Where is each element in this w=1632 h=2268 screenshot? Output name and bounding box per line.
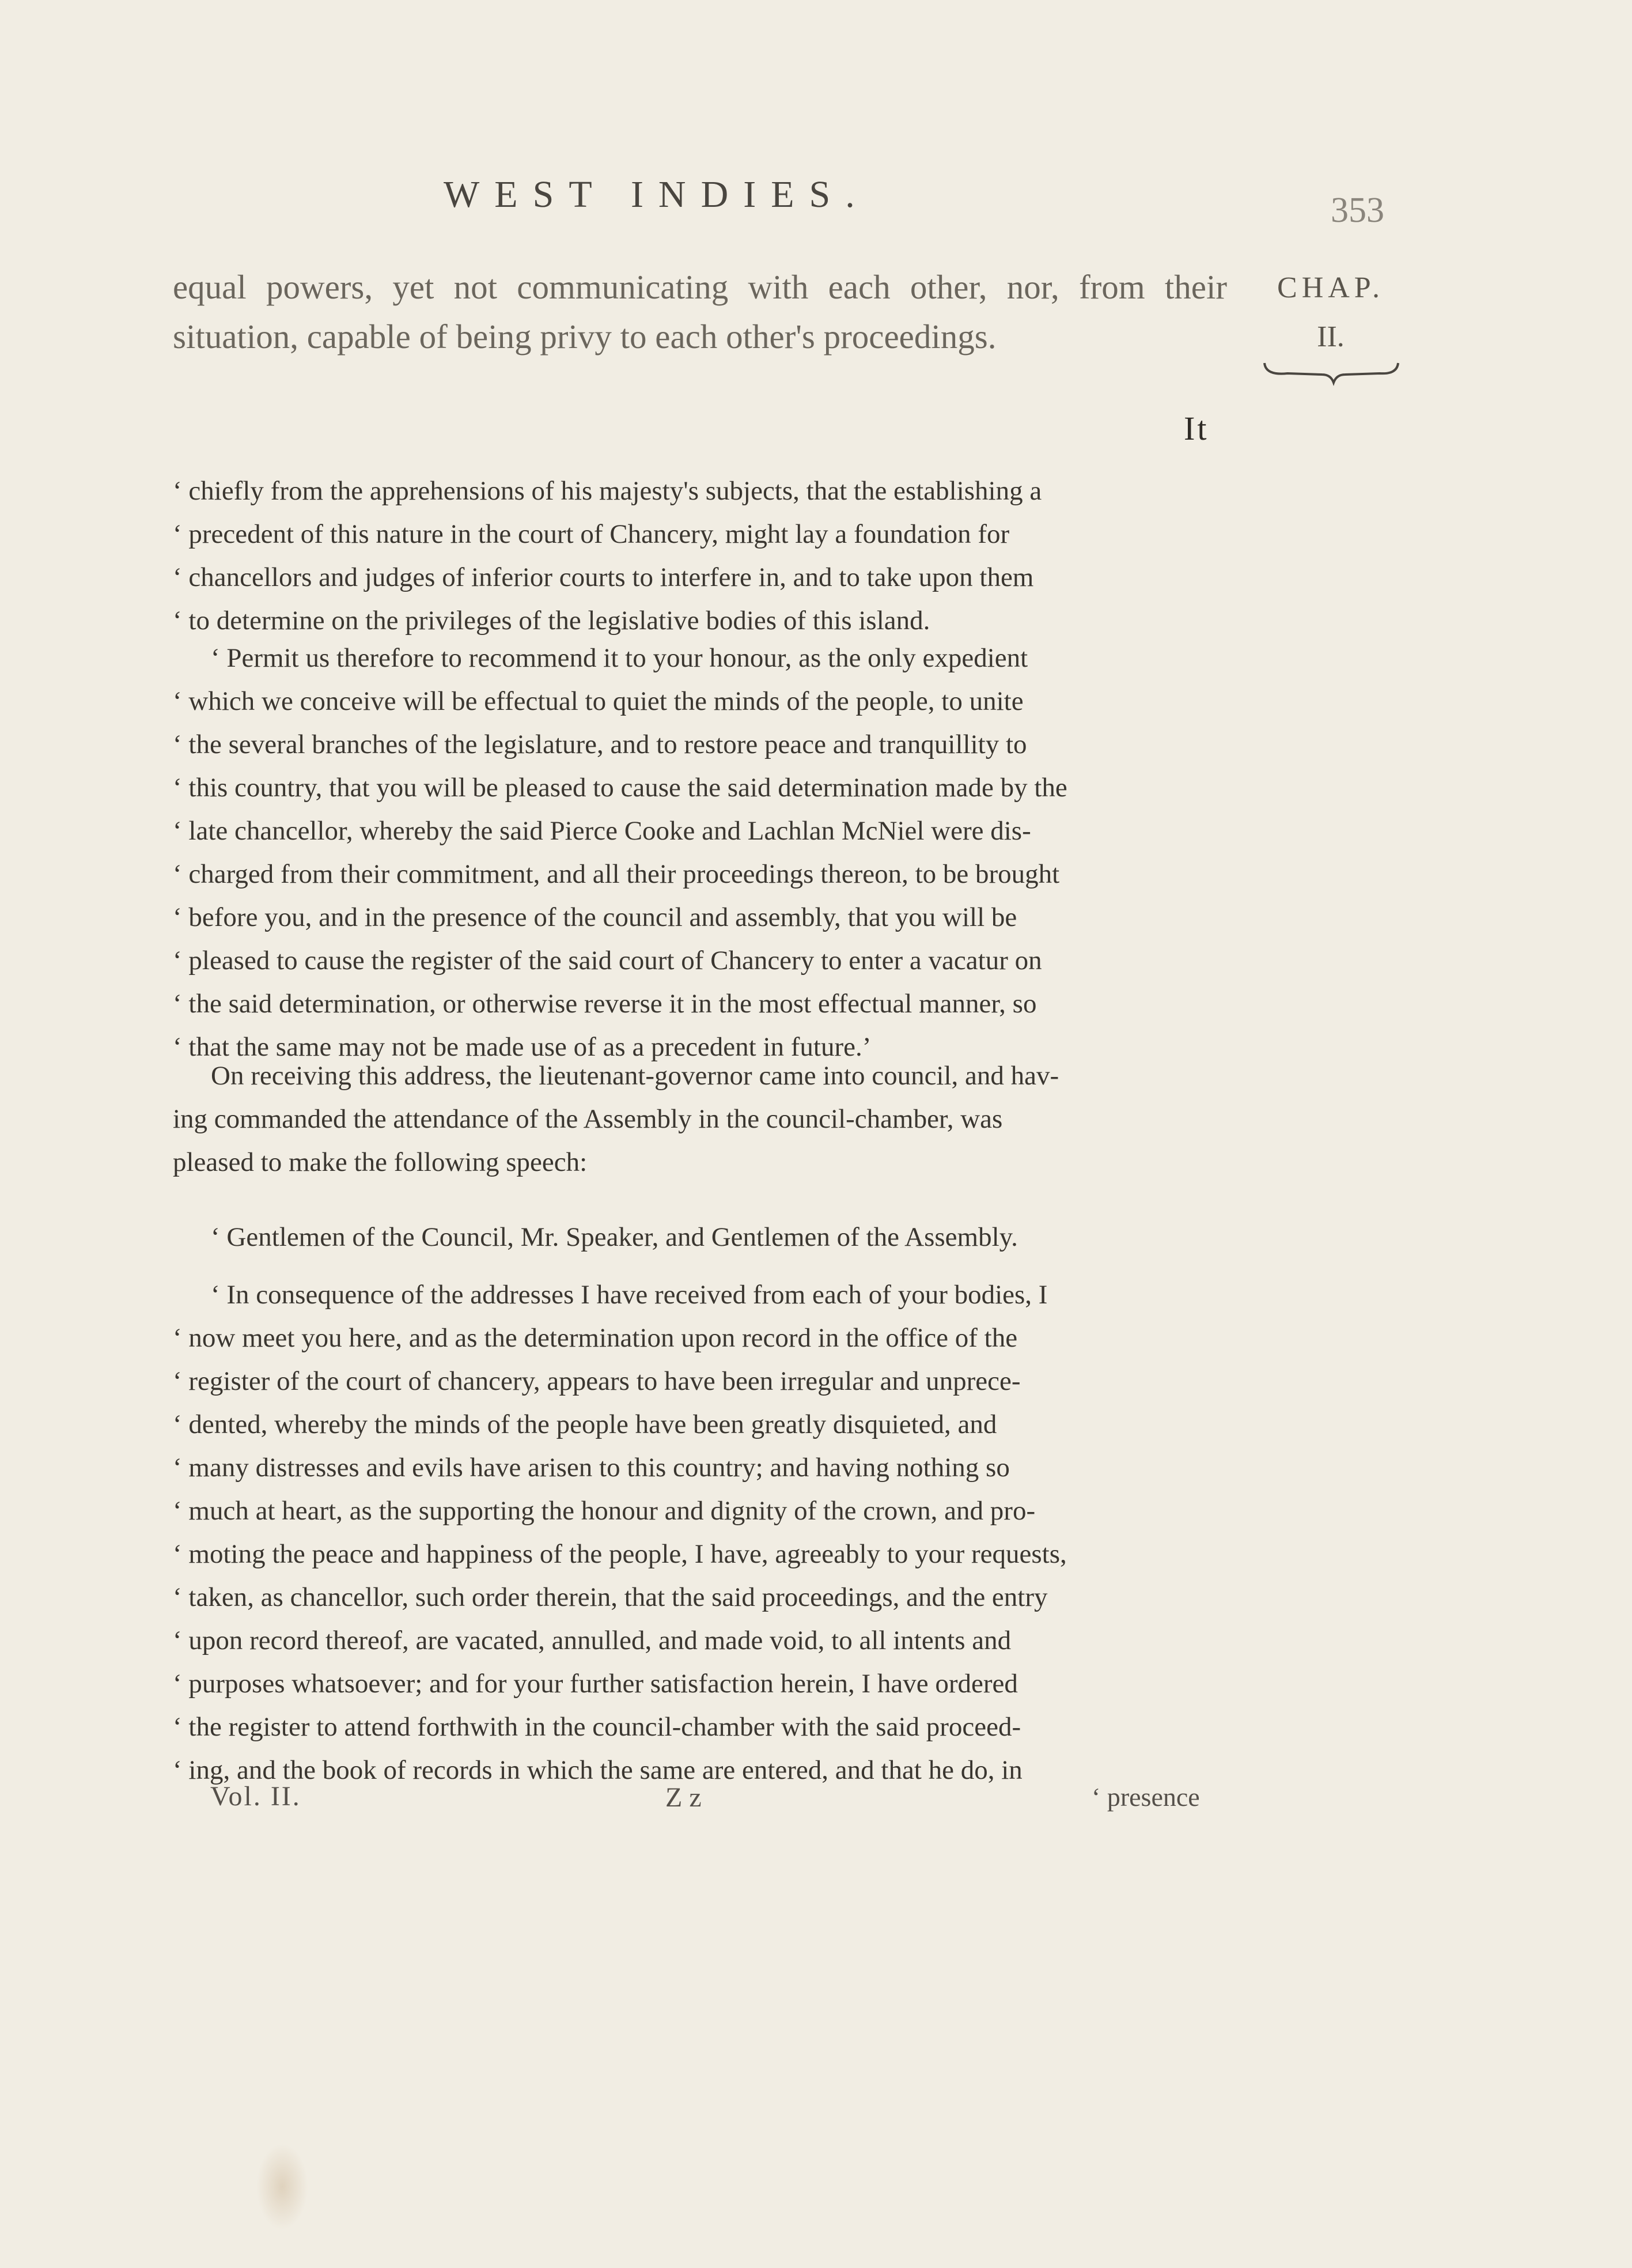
text-line: On receiving this address, the lieutenant-governor came into council, and hav-	[211, 1061, 1059, 1091]
text-line: ‘ before you, and in the presence of the council and assembly, that you will be	[173, 902, 1017, 932]
text-line: ‘ In consequence of the addresses I have received from each of your bodies, I	[211, 1280, 1048, 1310]
speech-body	[173, 1273, 1227, 1792]
text-line: ‘ that the same may not be made use of as a precedent in future.’	[173, 1032, 872, 1062]
text-line: ‘ the several branches of the legislature, and to restore peace and tranquillity to	[173, 729, 1027, 759]
text-line: ‘ many distresses and evils have arisen to this country; and having nothing so	[173, 1453, 1010, 1483]
margin-chapter-number: II.	[1317, 320, 1345, 353]
text-line: ‘ this country, that you will be pleased to cause the said determination made by the	[173, 773, 1067, 803]
text-line: ‘ upon record thereof, are vacated, annulled, and made void, to all intents and	[173, 1626, 1012, 1655]
text-line: ‘ precedent of this nature in the court of Chancery, might lay a foundation for	[173, 519, 1010, 549]
catchword-top: It	[1184, 410, 1209, 447]
text-line: ‘ chiefly from the apprehensions of his majesty's subjects, that the establishing a	[173, 476, 1042, 506]
text-line: ‘ moting the peace and happiness of the people, I have, agreeably to your requests,	[173, 1539, 1067, 1569]
address-part-1	[173, 470, 1227, 642]
paper-stain	[256, 2144, 308, 2230]
text-line: pleased to make the following speech:	[173, 1147, 588, 1177]
text-line: ‘ taken, as chancellor, such order therein, that the said proceedings, and the entry	[173, 1582, 1048, 1612]
text-line: ‘ register of the court of chancery, appears to have been irregular and unprece-	[173, 1366, 1021, 1396]
text-line: ‘ purposes whatsoever; and for your further satisfaction herein, I have ordered	[173, 1669, 1018, 1699]
running-head: WEST INDIES.	[444, 173, 870, 216]
footer-signature-mark: Z z	[665, 1782, 702, 1813]
text-line: ‘ the said determination, or otherwise reverse it in the most effectual manner, so	[173, 989, 1037, 1019]
address-part-2	[173, 637, 1227, 1069]
narrative-paragraph	[173, 1054, 1227, 1184]
text-line: ‘ ing, and the book of records in which the same are entered, and that he do, in	[173, 1755, 1023, 1785]
text-line: ‘ Permit us therefore to recommend it to your honour, as the only expedient	[211, 643, 1028, 673]
margin-brace-ornament	[1259, 357, 1403, 386]
text-line: ‘ which we conceive will be effectual to quiet the minds of the people, to unite	[173, 686, 1024, 716]
text-line: ‘ much at heart, as the supporting the honour and dignity of the crown, and pro-	[173, 1496, 1036, 1526]
text-line: ing commanded the attendance of the Assembly in the council-chamber, was	[173, 1104, 1003, 1134]
page-number: 353	[1331, 191, 1384, 230]
text-line: ‘ chancellors and judges of inferior courts to interfere in, and to take upon them	[173, 562, 1034, 592]
continuation-paragraph: equal powers, yet not communicating with each other, nor, from their situation, capable of being privy to each other's proceedings.	[173, 268, 1227, 356]
text-line: ‘ to determine on the privileges of the legislative bodies of this island.	[173, 606, 930, 636]
text-line: ‘ charged from their commitment, and all their proceedings thereon, to be brought	[173, 859, 1060, 889]
text-line: ‘ late chancellor, whereby the said Pierce Cooke and Lachlan McNiel were dis-	[173, 816, 1031, 846]
margin-chapter-label: CHAP.	[1277, 271, 1384, 304]
text-line: ‘ now meet you here, and as the determination upon record in the office of the	[173, 1323, 1018, 1353]
speech-salutation	[173, 1216, 1227, 1259]
text-line: ‘ dented, whereby the minds of the people have been greatly disquieted, and	[173, 1409, 997, 1439]
text-line: ‘ Gentlemen of the Council, Mr. Speaker, and Gentlemen of the Assembly.	[211, 1222, 1018, 1252]
footer-catchword: ‘ presence	[1092, 1782, 1200, 1812]
text-line: ‘ the register to attend forthwith in the council-chamber with the said proceed-	[173, 1712, 1021, 1742]
text-line: ‘ pleased to cause the register of the said court of Chancery to enter a vacatur on	[173, 946, 1042, 976]
footer-volume: Vol. II.	[210, 1781, 301, 1812]
